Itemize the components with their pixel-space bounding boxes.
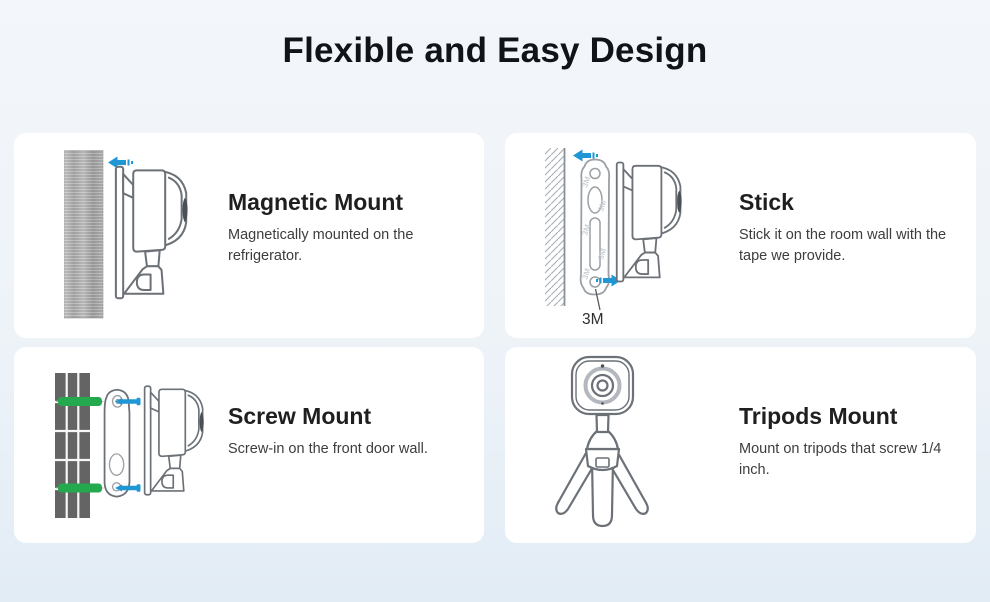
tape-watermark: 3M bbox=[580, 267, 593, 281]
camera-side-icon bbox=[145, 386, 204, 494]
card-title: Stick bbox=[739, 189, 794, 215]
card-text-block bbox=[739, 189, 964, 267]
camera-on-refrigerator-icon bbox=[64, 150, 244, 320]
stick-illustration bbox=[544, 148, 699, 335]
wall-hatch bbox=[545, 148, 565, 306]
card-stick bbox=[505, 133, 976, 338]
camera-with-3m-tape-icon bbox=[544, 148, 699, 330]
card-title: Magnetic Mount bbox=[228, 189, 404, 215]
card-text-block bbox=[228, 189, 428, 267]
card-description: Screw-in on the front door wall. bbox=[228, 441, 428, 457]
tripod bbox=[556, 415, 648, 526]
anchor-bar-icon bbox=[58, 484, 102, 493]
card-text-block bbox=[228, 403, 428, 460]
tape-label: 3M bbox=[582, 311, 604, 328]
card-description: Mount on tripods that screw 1/4 inch. bbox=[739, 441, 942, 479]
card-text-block bbox=[739, 403, 967, 481]
page-title: Flexible and Easy Design bbox=[282, 31, 708, 70]
brick-wall bbox=[55, 373, 90, 518]
camera-side-icon bbox=[617, 162, 682, 281]
magnetic-mount-illustration bbox=[64, 150, 244, 325]
card-title: Screw Mount bbox=[228, 403, 372, 429]
card-magnetic-mount bbox=[14, 133, 484, 338]
adhesive-pad bbox=[580, 160, 609, 295]
card-screw-mount bbox=[14, 347, 484, 543]
camera-with-screws-icon bbox=[55, 371, 225, 523]
screw-mount-illustration bbox=[55, 371, 225, 528]
camera-on-tripod-icon bbox=[546, 355, 658, 537]
tripods-mount-illustration bbox=[546, 355, 658, 542]
camera-side-icon bbox=[116, 167, 188, 299]
card-tripods-mount bbox=[505, 347, 976, 543]
mounting-bracket bbox=[105, 390, 130, 497]
feature-cards-grid bbox=[14, 133, 976, 543]
card-title: Tripods Mount bbox=[739, 403, 898, 429]
refrigerator-panel bbox=[64, 150, 103, 318]
tape-watermark: 3M bbox=[596, 199, 609, 213]
card-description: Stick it on the room wall with the tape we provide. bbox=[739, 227, 947, 265]
camera-front-face bbox=[572, 357, 633, 414]
tape-watermark: 3M bbox=[580, 175, 593, 189]
anchor-bar-icon bbox=[58, 397, 102, 406]
card-description: Magnetically mounted on the refrigerator. bbox=[228, 227, 414, 265]
tape-watermark: 3M bbox=[596, 247, 609, 261]
tape-watermark: 3M bbox=[580, 223, 593, 237]
